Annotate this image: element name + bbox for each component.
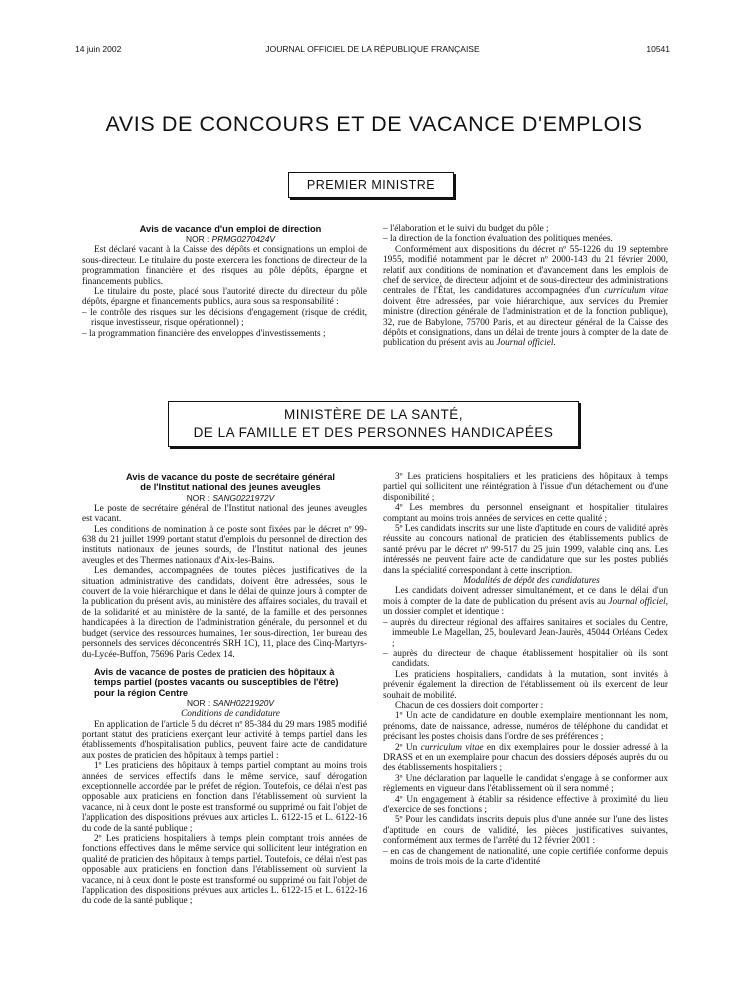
section-box-line-2: DE LA FAMILLE ET DES PERSONNES HANDICAPÉES — [193, 425, 554, 440]
avis3-piece-6: – en cas de changement de nationalité, une copie certifiée conforme depuis moins de trois mois de la carte d'identité — [383, 846, 668, 868]
avis2-paragraph-3: Les demandes, accompagnées de toutes pièces justificatives de la situation administrative des candidats, doivent être adressées, sous le couvert de la voie hiérarchique et dans le délai de quinze jours à compter de la publication du présent avis, au ministère des affaires sociales, du travail et de la solidarité et au ministère de la santé, de la famille et des personnes handicapées à la direction de l'administration générale, du personnel et du budget (service des ressources humaines, 1er sous-direction, 1er bureau des personnels des services déconcentrés SRH 1C), 11, place des Cinq-Martyrs-du-Lycée-Buffon, 75696 Paris Cedex 14. — [82, 566, 367, 660]
avis1-bullet-2: – la programmation financière des enveloppes d'investissements ; — [82, 328, 326, 339]
avis1-left-column — [82, 224, 367, 339]
avis3-subheading-conditions: Conditions de candidature — [181, 709, 280, 720]
sante-right-column — [383, 472, 668, 867]
section-box-ministere-sante — [168, 401, 579, 447]
avis1-nor: NOR : PRMG0270424V — [186, 234, 275, 245]
avis3-depot-4: Les praticiens hospitaliers, candidats à la mutation, sont invités à prévenir également la direction de l'établissement où ils exercent de leur souhait de mobilité. — [383, 669, 668, 701]
avis3-paragraph-1: En application de l'article 5 du décret nº 85-384 du 29 mars 1985 modifié portant statut des praticiens exerçant leur activité à temps partiel dans les établissements d'hospitalisation publics, peuvent faire acte de candidature aux postes de praticien des hôpitaux à temps partiel : — [82, 719, 367, 761]
avis2-heading-line-1: Avis de vacance du poste de secrétaire général — [126, 472, 335, 482]
avis3-subheading-depot: Modalités de dépôt des candidatures — [463, 576, 600, 587]
avis3-piece-2: 2º Un curriculum vitae en dix exemplaires pour le dossier adressé à la DRASS et en un exemplaire pour chacun des dossiers déposés auprès du ou des établissements hospitaliers ; — [383, 742, 668, 774]
section-box-line-1: MINISTÈRE DE LA SANTÉ, — [283, 407, 464, 422]
header-page-number: 10541 — [646, 44, 670, 54]
section-box-premier-ministre: PREMIER MINISTRE — [288, 172, 454, 198]
avis3-condition-1: 1º Les praticiens des hôpitaux à temps partiel comptant au moins trois années de services effectifs dans le même service, sauf dérogation exceptionnelle accordée par le préfet de région. Toutefois, ce délai n'est pas opposable aux praticiens en fonction dans l'établissement où survient la vacance, ni à ceux dont le poste est transformé ou supprimé ou fait l'objet de l'application des dispositions prévues aux articles L. 6122-15 et L. 6122-16 du code de la santé publique ; — [82, 761, 367, 834]
avis3-depot-1: Les candidats doivent adresser simultanément, et ce dans le délai d'un mois à compter de la date de publication du présent avis au Journal officiel, un dossier complet et identique : — [383, 586, 668, 618]
header-journal: JOURNAL OFFICIEL DE LA RÉPUBLIQUE FRANÇAISE — [265, 44, 480, 54]
avis1-right-column — [383, 224, 668, 349]
avis1-bullet-3: – l'élaboration et le suivi du budget du pôle ; — [383, 224, 549, 234]
page-title: AVIS DE CONCOURS ET DE VACANCE D'EMPLOIS — [105, 112, 643, 136]
avis1-bullet-4: – la direction de la fonction évaluation des politiques menées. — [383, 234, 613, 245]
sante-left-column — [82, 472, 367, 907]
avis1-paragraph-1: Est déclaré vacant à la Caisse des dépôts et consignations un emploi de sous-directeur. Le titulaire du poste exercera les fonctions de directeur de la programmation financière et des risques au pôle dépôts, épargne et financements publics. — [82, 245, 367, 287]
avis1-paragraph-2: Le titulaire du poste, placé sous l'autorité directe du directeur du pôle dépôts, épargne et financements publics, aura sous sa responsabilité : — [82, 287, 367, 308]
avis3-piece-4: 4º Un engagement à établir sa résidence effective à proximité du lieu d'exercice de ses fonctions ; — [383, 794, 668, 815]
avis3-condition-2: 2º Les praticiens hospitaliers à temps plein comptant trois années de fonctions effectives dans le même service qui sollicitent leur intégration en qualité de praticien des hôpitaux à temps partiel. Toutefois, ce délai n'est pas opposable aux praticiens en fonction dans l'établissement où survient la vacance, ni à ceux dont le poste est transformé ou supprimé ou fait l'objet de l'application des dispositions prévues aux articles L. 6122-15 et L. 6122-16 du code de la santé publique ; — [82, 834, 367, 907]
avis3-heading-line-2: temps partiel (postes vacants ou susceptibles de l'être) — [94, 677, 339, 688]
avis3-piece-3: 3º Une déclaration par laquelle le candidat s'engage à se conformer aux règlements en vigueur dans l'établissement où il sera nommé ; — [383, 773, 668, 795]
avis2-heading-line-2: de l'Institut national des jeunes aveugles — [140, 482, 321, 493]
avis3-condition-3: 3º Les praticiens hospitaliers et les praticiens des hôpitaux à temps partiel qui sollicitent une réintégration à l'issue d'un détachement ou d'une disponibilité ; — [383, 472, 668, 503]
avis1-heading: Avis de vacance d'un emploi de direction — [139, 224, 322, 234]
avis3-condition-4: 4º Les membres du personnel enseignant et hospitalier titulaires comptant au moins trois années de services en cette qualité ; — [383, 503, 668, 524]
avis3-piece-5: 5º Pour les candidats inscrits depuis plus d'une année sur l'une des listes d'aptitude en cours de validité, les pièces justificatives suivantes, conformément aux termes de l'arrêté du 12 février 2001 : — [383, 815, 668, 847]
avis2-paragraph-2: Les conditions de nomination à ce poste sont fixées par le décret nº 99-638 du 21 juillet 1999 portant statut d'emplois du personnel de direction des instituts nationaux de jeunes sourds, de l'Institut national des jeunes aveugles et des Thermes nationaux d'Aix-les-Bains. — [82, 524, 367, 566]
avis1-paragraph-3: Conformément aux dispositions du décret nº 55-1226 du 19 septembre 1955, modifié notamment par le décret nº 2000-143 du 21 février 2000, relatif aux conditions de nomination et d'avancement dans les emplois de chef de service, de directeur adjoint et de sous-directeur des administrations centrales de l'État, les candidatures accompagnées d'un curriculum vitae doivent être adressées, par voie hiérarchique, aux services du Premier ministre (direction générale de l'administration et de la fonction publique), 32, rue de Babylone, 75700 Paris, et au directeur général de la Caisse des dépôts et consignations, dans un délai de trente jours à compter de la date de publication du présent avis au Journal officiel. — [383, 244, 668, 349]
avis3-condition-5: 5º Les candidats inscrits sur une liste d'aptitude en cours de validité après réussite au concours national de praticien des établissements publics de santé prévu par le décret nº 99-517 du 25 juin 1999, valable cinq ans. Les intéressés ne peuvent faire acte de candidature que sur les postes publiés dans la spécialité correspondant à cette inscription. — [383, 524, 668, 576]
avis2-nor: NOR : SANG0221972V — [186, 492, 275, 503]
avis3-heading-line-3: pour la région Centre — [94, 687, 189, 698]
avis3-heading-line-1: Avis de vacance de postes de praticien des hôpitaux à — [94, 666, 335, 677]
header-date: 14 juin 2002 — [75, 44, 122, 54]
avis3-depot-5: Chacun de ces dossiers doit comporter : — [395, 700, 544, 711]
avis2-paragraph-1: Le poste de secrétaire général de l'Institut national des jeunes aveugles est vacant. — [82, 503, 367, 525]
avis3-nor: NOR : SANH0221920V — [186, 698, 275, 709]
avis3-depot-3: – auprès du directeur de chaque établissement hospitalier où ils sont candidats. — [383, 648, 668, 670]
avis3-depot-2: – auprès du directeur régional des affaires sanitaires et sociales du Centre, immeuble Le Magellan, 25, boulevard Jean-Jaurès, 45044 Orléans Cedex ; — [383, 617, 668, 649]
avis3-piece-1: 1º Un acte de candidature en double exemplaire mentionnant les nom, prénoms, date de naissance, adresse, numéros de téléphone du candidat et précisant les postes choisis dans l'ordre de ses préférences ; — [383, 711, 668, 743]
avis1-bullet-1: – le contrôle des risques sur les décisions d'engagement (risque de crédit, risque investisseur, risque opérationnel) ; — [82, 307, 367, 329]
running-header — [75, 44, 670, 58]
